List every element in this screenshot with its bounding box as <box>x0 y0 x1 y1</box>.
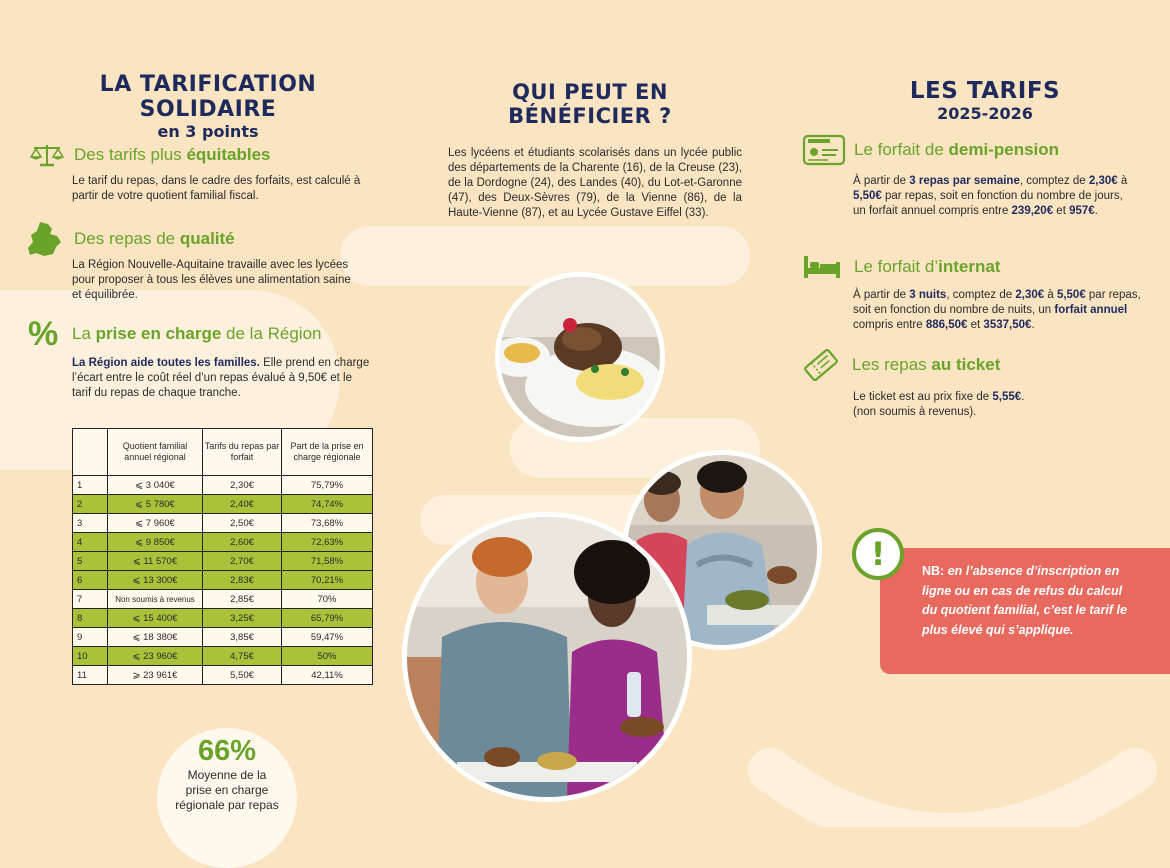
section-support-title: La prise en charge de la Région <box>72 324 322 343</box>
table-cell: ⩽ 5 780€ <box>108 495 203 514</box>
table-cell: ⩽ 13 300€ <box>108 571 203 590</box>
table-cell: ⩽ 9 850€ <box>108 533 203 552</box>
table-cell: 70% <box>282 590 373 609</box>
section-support <box>28 315 378 401</box>
bg-arc <box>745 730 1165 827</box>
table-row <box>73 533 373 552</box>
table-cell: 7 <box>73 590 108 609</box>
table-cell: 71,58% <box>282 552 373 571</box>
bg-band-2 <box>340 226 750 286</box>
table-cell: 2,85€ <box>203 590 282 609</box>
table-cell: ⩽ 11 570€ <box>108 552 203 571</box>
table-cell: 42,11% <box>282 666 373 685</box>
table-cell: 2,60€ <box>203 533 282 552</box>
section-equitable-title: Des tarifs plus équitables <box>74 145 271 164</box>
forfait-demi-pension-title: Le forfait de demi-pension <box>854 140 1060 159</box>
forfait-demi-pension-text: À partir de 3 repas par semaine, comptez de 2,30€ à 5,50€ par repas, soit en fonction du nombre de jours, un forfait annuel compris entre 239,20€ et 957€. <box>853 175 1128 217</box>
forfait-internat <box>802 254 1152 333</box>
table-cell: 10 <box>73 647 108 666</box>
table-row <box>73 514 373 533</box>
table-cell: 2,50€ <box>203 514 282 533</box>
table-cell: 70,21% <box>282 571 373 590</box>
table-cell: 4,75€ <box>203 647 282 666</box>
table-cell: 5 <box>73 552 108 571</box>
section-quality <box>26 220 376 303</box>
table-cell: ⩽ 23 960€ <box>108 647 203 666</box>
table-cell: ⩽ 3 040€ <box>108 476 203 495</box>
middle-title: QUI PEUT EN BÉNÉFICIER ? <box>508 80 672 128</box>
table-row <box>73 571 373 590</box>
forfait-internat-title: Le forfait d’internat <box>854 257 1001 276</box>
section-equitable-text: Le tarif du repas, dans le cadre des forfaits, est calculé à partir de votre quotient familial fiscal. <box>72 175 361 202</box>
table-row <box>73 590 373 609</box>
table-cell: 65,79% <box>282 609 373 628</box>
table-cell: 72,63% <box>282 533 373 552</box>
table-cell: ⩽ 7 960€ <box>108 514 203 533</box>
left-title: LA TARIFICATION SOLIDAIRE <box>99 72 317 122</box>
table-cell: 59,47% <box>282 628 373 647</box>
table-cell: 2,30€ <box>203 476 282 495</box>
right-title: LES TARIFS <box>909 78 1061 104</box>
table-cell: 1 <box>73 476 108 495</box>
table-cell: ⩽ 18 380€ <box>108 628 203 647</box>
forfait-demi-pension <box>802 134 1152 219</box>
table-header: Tarifs du repas par forfait <box>203 429 282 476</box>
table-row <box>73 552 373 571</box>
left-column <box>30 72 390 141</box>
table-row <box>73 495 373 514</box>
right-subtitle: 2025-2026 <box>937 104 1033 123</box>
bed-icon <box>802 254 842 280</box>
table-cell: 2,40€ <box>203 495 282 514</box>
table-cell: 73,68% <box>282 514 373 533</box>
repas-ticket-title: Les repas au ticket <box>852 355 1001 374</box>
table-header: Quotient familial annuel régional <box>108 429 203 476</box>
table-cell: 4 <box>73 533 108 552</box>
ticket-icon <box>802 346 840 384</box>
table-cell: 50% <box>282 647 373 666</box>
table-cell: 3 <box>73 514 108 533</box>
percent-icon: % <box>28 315 59 353</box>
table-cell: 11 <box>73 666 108 685</box>
table-row <box>73 628 373 647</box>
table-cell: Non soumis à revenus <box>108 590 203 609</box>
table-cell: ⩽ 15 400€ <box>108 609 203 628</box>
repas-ticket <box>802 346 1152 420</box>
middle-text: Les lycéens et étudiants scolarisés dans un lycée public des départements de la Charente (16), de la Creuse (23), de la Dordogne (24), des Landes (40), du Lot-et-Garonne (47), des Deux-Sèvres (79), de la Vienne (86), de la Haute-Vienne (87), et au Lycée Gustave Eiffel (33). <box>448 147 742 219</box>
table-cell: 5,50€ <box>203 666 282 685</box>
scales-icon <box>30 142 64 168</box>
section-quality-text: La Région Nouvelle-Aquitaine travaille avec les lycées pour proposer à tous les élèves une alimentation saine et équilibrée. <box>72 259 351 301</box>
table-row <box>73 476 373 495</box>
table-header <box>73 429 108 476</box>
table-cell: 2 <box>73 495 108 514</box>
table-cell: 2,83€ <box>203 571 282 590</box>
table-row <box>73 609 373 628</box>
section-equitable <box>30 142 370 204</box>
table-header-row <box>73 429 373 476</box>
stat-value: 66% <box>197 735 257 767</box>
stat-label: Moyenne de la prise en charge régionale par repas <box>175 768 279 812</box>
table-header: Part de la prise en charge régionale <box>282 429 373 476</box>
table-cell: ⩾ 23 961€ <box>108 666 203 685</box>
section-quality-title: Des repas de qualité <box>74 229 235 248</box>
table-row <box>73 666 373 685</box>
table-row <box>73 647 373 666</box>
nb-text: NB: en l’absence d’inscription en ligne ou en cas de refus du calcul du quotient familial, c’est le tarif le plus élevé qui s’applique. <box>922 564 1127 637</box>
section-support-text: La Région aide toutes les familles. Elle prend en charge l’écart entre le coût réel d’un repas évalué à 9,50€ et le tarif du repas de chaque tranche. <box>72 357 370 399</box>
exclamation-icon: ! <box>852 528 904 580</box>
stat-circle <box>157 728 297 868</box>
left-subtitle: en 3 points <box>157 122 259 141</box>
forfait-internat-text: À partir de 3 nuits, comptez de 2,30€ à 5,50€ par repas, soit en fonction du nombre de nuits, un forfait annuel compris entre 886,50€ et 3537,50€. <box>853 289 1141 331</box>
table-cell: 2,70€ <box>203 552 282 571</box>
table-cell: 75,79% <box>282 476 373 495</box>
table-cell: 3,85€ <box>203 628 282 647</box>
table-cell: 8 <box>73 609 108 628</box>
meal-photo <box>495 272 665 442</box>
student-card-icon <box>802 134 846 166</box>
table-cell: 9 <box>73 628 108 647</box>
students-photo-large <box>402 512 692 802</box>
table-cell: 3,25€ <box>203 609 282 628</box>
region-map-icon <box>26 220 64 258</box>
tarif-table <box>72 428 373 685</box>
table-cell: 74,74% <box>282 495 373 514</box>
repas-ticket-text: Le ticket est au prix fixe de 5,55€. (non soumis à revenus). <box>853 391 1025 418</box>
table-cell: 6 <box>73 571 108 590</box>
